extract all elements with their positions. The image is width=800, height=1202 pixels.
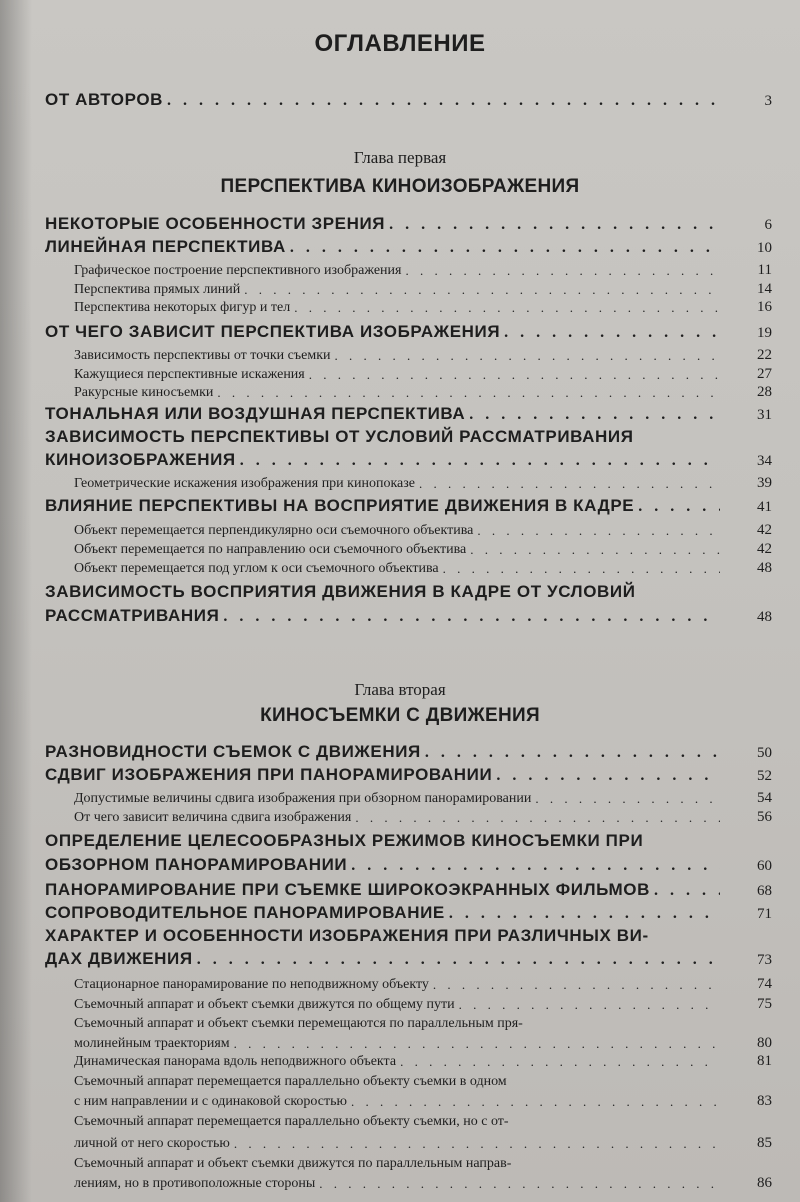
toc-entry-text: Объект перемещается по направлению оси съемочного объектива [74,542,467,557]
toc-entry-text: ЛИНЕЙНАЯ ПЕРСПЕКТИВА [45,237,286,256]
toc-entry-text: ОТ АВТОРОВ [45,90,164,109]
toc-entry-text: СДВИГ ИЗОБРАЖЕНИЯ ПРИ ПАНОРАМИРОВАНИИ [45,765,493,784]
toc-entry [0,602,800,626]
toc-page-number: 81 [757,1053,772,1069]
toc-entry-text: РАЗНОВИДНОСТИ СЪЕМОК С ДВИЖЕНИЯ [45,742,421,761]
toc-leader [294,300,720,316]
toc-page-number: 68 [757,883,772,899]
toc-entry-text: ВЛИЯНИЕ ПЕРСПЕКТИВЫ НА ВОСПРИЯТИЕ ДВИЖЕНИЯ В КАДРЕ [45,496,635,515]
toc-leader [355,810,720,826]
toc-entry-text: Кажущиеся перспективные искажения [74,367,305,382]
toc-page-number: 6 [764,217,772,233]
toc-entry-text: ТОНАЛЬНАЯ ИЛИ ВОЗДУШНАЯ ПЕРСПЕКТИВА [45,404,466,423]
toc-entry-text: Съемочный аппарат перемещается параллельно объекту съемки, но с от- [74,1114,509,1129]
toc-entry [0,827,800,851]
toc-page-number: 31 [757,407,772,423]
toc-leader [654,882,720,900]
toc-entry-text: ЗАВИСИМОСТЬ ВОСПРИЯТИЯ ДВИЖЕНИЯ В КАДРЕ ОТ УСЛОВИЙ [45,582,636,601]
toc-entry-text: ДАХ ДВИЖЕНИЯ [45,949,193,968]
toc-page-number: 54 [757,790,772,806]
toc-entry [0,233,800,257]
toc-entry-text: Объект перемещается под углом к оси съемочного объектива [74,561,439,576]
toc-entry [0,761,800,785]
toc-entry [0,86,800,110]
toc-entry [0,423,800,447]
toc-page-number: 19 [757,325,772,341]
toc-page-number: 50 [757,745,772,761]
toc-entry [0,292,800,316]
toc-page-number: 48 [757,560,772,576]
toc-entry [0,922,800,946]
chapter-label: Глава первая [353,148,447,167]
toc-leader [469,406,720,424]
toc-page-number: 83 [757,1093,772,1109]
toc-entry [0,553,800,577]
toc-entry-text: Зависимость перспективы от точки съемки [74,348,331,363]
toc-leader [197,951,720,969]
toc-entry [0,1106,800,1130]
toc-leader [443,561,720,577]
toc-leader [425,744,720,762]
toc-leader [217,385,720,401]
toc-entry-text: молинейным траекториям [74,1036,230,1051]
toc-leader [223,608,720,626]
toc-entry-text: ПАНОРАМИРОВАНИЕ ПРИ СЪЕМКЕ ШИРОКОЭКРАННЫХ ФИЛЬМОВ [45,880,650,899]
toc-page-number: 16 [757,299,772,315]
toc-entry [0,851,800,875]
toc-entry-text: лениям, но в противоположные стороны [74,1176,316,1191]
toc-entry-text: Геометрические искажения изображения при кинопоказе [74,476,416,491]
toc-entry-text: РАССМАТРИВАНИЯ [45,606,220,625]
chapter-label: Глава вторая [354,680,446,699]
toc-entry [0,1168,800,1192]
toc-entry-text: НЕКОТОРЫЕ ОСОБЕННОСТИ ЗРЕНИЯ [45,214,386,233]
toc-page-number: 39 [757,475,772,491]
toc-entry-text: с ним направлении и с одинаковой скоростью [74,1094,347,1109]
toc-page-number: 42 [757,522,772,538]
toc-entry [0,468,800,492]
toc-entry-text: Динамическая панорама вдоль неподвижного объекта [74,1054,397,1069]
toc-entry [0,492,800,516]
toc-entry-text: Съемочный аппарат и объект съемки движутся по общему пути [74,997,455,1012]
toc-entry [0,210,800,234]
toc-entry [0,899,800,923]
toc-entry-text: ХАРАКТЕР И ОСОБЕННОСТИ ИЗОБРАЖЕНИЯ ПРИ РАЗЛИЧНЫХ ВИ- [45,926,649,945]
page-title: ОГЛАВЛЕНИЕ [314,30,486,57]
toc-page-number: 60 [757,858,772,874]
toc-entry [0,802,800,826]
toc-leader [449,905,720,923]
toc-entry-text: КИНОИЗОБРАЖЕНИЯ [45,450,236,469]
toc-leader [319,1176,720,1192]
toc-entry [0,446,800,470]
chapter-title: КИНОСЪЕМКИ С ДВИЖЕНИЯ [260,705,540,726]
toc-entry-text: личной от него скоростью [74,1136,230,1151]
toc-leader [638,498,720,516]
toc-page-number: 3 [764,93,772,109]
toc-page-number: 71 [757,906,772,922]
toc-page-number: 48 [757,609,772,625]
toc-page-number: 86 [757,1175,772,1191]
toc-page-number: 22 [757,347,772,363]
toc-page-number: 34 [757,453,772,469]
toc-entry-text: ОБЗОРНОМ ПАНОРАМИРОВАНИИ [45,855,348,874]
toc-entry-text: От чего зависит величина сдвига изображения [74,810,352,825]
toc-entry [0,876,800,900]
toc-entry-text: Съемочный аппарат и объект съемки перемещаются по параллельным пря- [74,1016,523,1031]
toc-entry [0,400,800,424]
toc-entry-text: Объект перемещается перпендикулярно оси съемочного объектива [74,523,474,538]
toc-entry-text: СОПРОВОДИТЕЛЬНОЕ ПАНОРАМИРОВАНИЕ [45,903,445,922]
toc-entry-text: Съемочный аппарат и объект съемки движутся по параллельным направ- [74,1156,512,1171]
toc-entry [0,945,800,969]
toc-entry-text: ОПРЕДЕЛЕНИЕ ЦЕЛЕСООБРАЗНЫХ РЕЖИМОВ КИНОСЪЕМКИ ПРИ [45,831,644,850]
toc-entry-text: Перспектива прямых линий [74,282,241,297]
toc-page-number: 10 [757,240,772,256]
toc-page-number: 74 [757,976,772,992]
toc-page-number: 11 [757,262,772,278]
toc-page-number: 75 [757,996,772,1012]
toc-entry [0,578,800,602]
toc-page-number: 85 [757,1135,772,1151]
toc-entry-text: Перспектива некоторых фигур и тел [74,300,291,315]
toc-leader [419,476,720,492]
toc-page-number: 73 [757,952,772,968]
toc-leader [389,216,720,234]
toc-page-number: 27 [757,366,772,382]
toc-leader [351,857,720,875]
toc-page-number: 42 [757,541,772,557]
toc-entry-text: Графическое построение перспективного изображения [74,263,402,278]
toc-entry-text: Съемочный аппарат перемещается параллельно объекту съемки в одном [74,1074,507,1089]
toc-page-number: 41 [757,499,772,515]
toc-page-number: 56 [757,809,772,825]
toc-entry-text: ОТ ЧЕГО ЗАВИСИТ ПЕРСПЕКТИВА ИЗОБРАЖЕНИЯ [45,322,501,341]
toc-entry [0,377,800,401]
toc-page-number: 80 [757,1035,772,1051]
chapter-title: ПЕРСПЕКТИВА КИНОИЗОБРАЖЕНИЯ [220,176,580,197]
toc-entry-text: ЗАВИСИМОСТЬ ПЕРСПЕКТИВЫ ОТ УСЛОВИЙ РАССМАТРИВАНИЯ [45,427,634,446]
toc-leader [167,92,720,110]
toc-entry [0,738,800,762]
toc-page-number: 52 [757,768,772,784]
toc-entry-text: Стационарное панорамирование по неподвижному объекту [74,977,429,992]
toc-entry-text: Ракурсные киносъемки [74,385,214,400]
toc-page-number: 28 [757,384,772,400]
toc-entry-text: Допустимые величины сдвига изображения при обзорном панорамировании [74,791,532,806]
toc-page-number: 14 [757,281,772,297]
toc-entry [0,318,800,342]
